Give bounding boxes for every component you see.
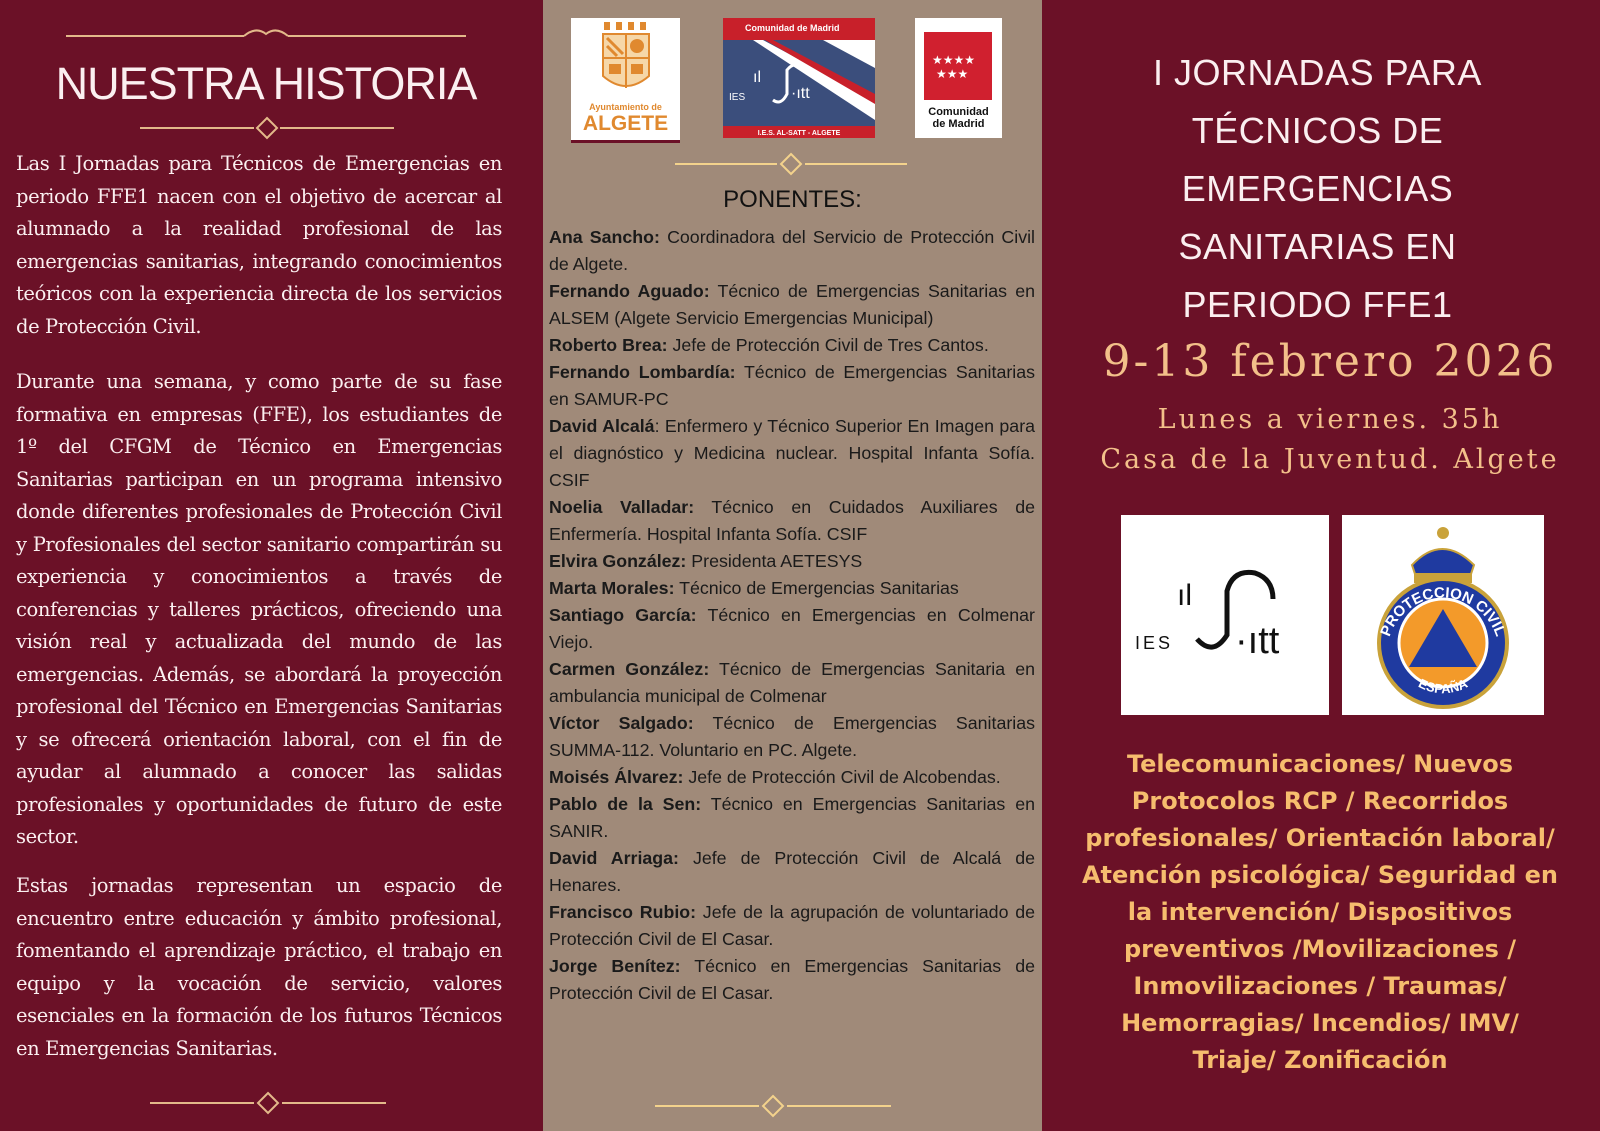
- svg-text:·ıtt: ·ıtt: [1235, 620, 1280, 661]
- event-dates: 9-13 febrero 2026: [1102, 336, 1558, 387]
- proteccion-civil-logo: [1342, 515, 1544, 715]
- speaker-item: [549, 278, 1035, 332]
- algete-logo-caption: Ayuntamiento de: [589, 102, 662, 112]
- madrid-flag-icon: [924, 32, 992, 100]
- speaker-name: Fernando Aguado:: [549, 281, 710, 301]
- svg-text:★★★★: ★★★★: [932, 53, 976, 67]
- algete-logo: [571, 18, 680, 143]
- speaker-name: Elvira González:: [549, 551, 687, 571]
- topic-line: preventivos /Movilizaciones /: [1123, 935, 1517, 963]
- ornament-divider-heading: [140, 116, 394, 140]
- svg-text:PROTECCION CIVIL: [1377, 584, 1509, 638]
- speaker-name: Víctor Salgado:: [549, 713, 694, 733]
- speaker-name: Fernando Lombardía:: [549, 362, 736, 382]
- speaker-item: [549, 764, 1035, 791]
- speaker-item: [549, 332, 1035, 359]
- event-title-line: I JORNADAS PARA: [1153, 52, 1482, 93]
- speaker-role: Jefe de la agrupación de voluntariado de Protección Civil de El Casar.: [549, 902, 1035, 949]
- event-column: [1060, 0, 1600, 1131]
- topic-line: Inmovilizaciones / Traumas/: [1133, 972, 1507, 1000]
- svg-text:ıl: ıl: [753, 69, 761, 86]
- speaker-name: Carmen González:: [549, 659, 710, 679]
- speaker-item: [549, 791, 1035, 845]
- speaker-name: Noelia Valladar:: [549, 497, 695, 517]
- history-paragraph-3: Estas jornadas representan un espacio de encuentro entre educación y ámbito profesional, fomentando el aprendizaje práctico, el trabajo en equipo y la vocación de servicio, valores esenciales en la formación de los futuros Técnicos en Emergencias Sanitarias.: [16, 874, 502, 1060]
- svg-text:★★★: ★★★: [936, 67, 969, 81]
- algete-logo-name: ALGETE: [582, 112, 669, 135]
- speaker-item: [549, 575, 1035, 602]
- speaker-role: Técnico en Emergencias Sanitarias en SANIR.: [549, 794, 1035, 841]
- event-title-line: PERIODO FFE1: [1182, 284, 1453, 325]
- speaker-role: Coordinadora del Servicio de Protección Civil de Algete.: [549, 227, 1035, 274]
- speaker-name: Santiago García:: [549, 605, 697, 625]
- speaker-role: Técnico en Emergencias en Colmenar Viejo.: [549, 605, 1035, 652]
- speaker-role: Técnico de Emergencias Sanitarias: [674, 578, 959, 598]
- speaker-role: : Enfermero y Técnico Superior En Imagen para el diagnóstico y Medicina nuclear. Hospital Infanta Sofía. CSIF: [549, 416, 1036, 490]
- proteccion-civil-ring-text: [1342, 515, 1544, 715]
- topic-line: Triaje/ Zonificación: [1192, 1046, 1448, 1074]
- madrid-logo-line2: de Madrid: [932, 118, 985, 130]
- history-paragraph-1: Las I Jornadas para Técnicos de Emergencias en periodo FFE1 nacen con el objetivo de acercar al alumnado a la realidad profesional de las emergencias sanitarias, integrando conocimientos teóricos con la experiencia directa de los servicios de Protección Civil.: [16, 152, 502, 338]
- madrid-logo-line1: Comunidad: [928, 106, 989, 118]
- svg-text:ıl: ıl: [1177, 579, 1192, 612]
- speaker-name: David Arriaga:: [549, 848, 679, 868]
- speaker-name: Jorge Benítez:: [549, 956, 681, 976]
- event-title-line: EMERGENCIAS: [1181, 168, 1454, 209]
- speaker-name: David Alcalá: [549, 416, 655, 436]
- ies-alsatt-banner: [723, 18, 875, 138]
- speaker-item: [549, 656, 1035, 710]
- speaker-role: Técnico en Cuidados Auxiliares de Enfermería. Hospital Infanta Sofía. CSIF: [549, 497, 1035, 544]
- speaker-item: [549, 548, 1035, 575]
- speaker-role: Jefe de Protección Civil de Alcobendas.: [683, 767, 1001, 787]
- proteccion-civil-ring-top: PROTECCION CIVIL: [1377, 584, 1509, 639]
- history-column: [0, 0, 520, 1131]
- speaker-role: Técnico en Emergencias Sanitarias de Protección Civil de El Casar.: [549, 956, 1035, 1003]
- topic-line: la intervención/ Dispositivos: [1127, 898, 1513, 926]
- proteccion-civil-ring-bottom: ESPAÑA: [1416, 675, 1470, 697]
- speaker-name: Pablo de la Sen:: [549, 794, 702, 814]
- speaker-item: [549, 413, 1035, 494]
- speaker-role: Técnico de Emergencias Sanitarias SUMMA-112. Voluntario en PC. Algete.: [549, 713, 1035, 760]
- ornament-divider-panel-bottom: [655, 1094, 891, 1118]
- comunidad-madrid-logo: [915, 18, 1002, 138]
- speakers-heading: PONENTES:: [723, 186, 862, 213]
- ies-alsatt-icon: [751, 60, 821, 106]
- speaker-name: Roberto Brea:: [549, 335, 668, 355]
- event-title: [1060, 44, 1575, 334]
- event-title-line: SANITARIAS EN: [1178, 226, 1457, 267]
- history-heading: NUESTRA HISTORIA: [55, 58, 477, 109]
- topic-line: Protocolos RCP / Recorridos: [1131, 787, 1509, 815]
- ornament-divider-speakers: [675, 152, 907, 176]
- speaker-item: [549, 494, 1035, 548]
- event-schedule: Lunes a viernes. 35h: [1157, 404, 1503, 435]
- speaker-item: [549, 899, 1035, 953]
- speaker-name: Francisco Rubio:: [549, 902, 697, 922]
- event-title-line: TÉCNICOS DE: [1191, 110, 1444, 151]
- topic-line: Telecomunicaciones/ Nuevos: [1126, 750, 1514, 778]
- speaker-role: Técnico de Emergencias Sanitarias en SAMUR-PC: [549, 362, 1035, 409]
- ies-caption: I.E.S. AL-SATT - ALGETE: [757, 130, 841, 137]
- ornament-divider-bottom: [150, 1091, 386, 1115]
- ies-alsatt-logo: [1121, 515, 1329, 715]
- comunidad-strip-label: Comunidad de Madrid: [745, 23, 840, 33]
- svg-text:ESPAÑA: [1416, 675, 1470, 696]
- algete-shield-icon: [571, 18, 680, 98]
- speaker-item: [549, 359, 1035, 413]
- ornament-divider-top: [66, 24, 466, 48]
- topic-line: Hemorragias/ Incendios/ IMV/: [1121, 1009, 1519, 1037]
- svg-text:·ıtt: ·ıtt: [791, 85, 810, 102]
- ies-alsatt-mark-icon: [1177, 561, 1307, 661]
- ies-logo-prefix: IES: [1135, 633, 1174, 653]
- speaker-role: Técnico de Emergencias Sanitaria en ambulancia municipal de Colmenar: [549, 659, 1035, 706]
- speakers-panel: [543, 0, 1042, 1131]
- ies-prefix: IES: [729, 92, 746, 103]
- speaker-item: [549, 224, 1035, 278]
- speaker-role: Técnico de Emergencias Sanitarias en ALSEM (Algete Servicio Emergencias Municipal): [549, 281, 1035, 328]
- event-venue: Casa de la Juventud. Algete: [1100, 444, 1560, 475]
- topics-list: [1080, 746, 1560, 1079]
- speaker-role: Jefe de Protección Civil de Tres Cantos.: [667, 335, 989, 355]
- speaker-item: [549, 953, 1035, 1007]
- speaker-item: [549, 602, 1035, 656]
- speaker-item: [549, 710, 1035, 764]
- speaker-name: Marta Morales:: [549, 578, 675, 598]
- speaker-role: Presidenta AETESYS: [686, 551, 863, 571]
- speakers-list: [549, 224, 1035, 1007]
- speaker-item: [549, 845, 1035, 899]
- speaker-role: Jefe de Protección Civil de Alcalá de Henares.: [549, 848, 1035, 895]
- topic-line: Atención psicológica/ Seguridad en: [1081, 861, 1559, 889]
- speaker-name: Ana Sancho:: [549, 227, 660, 247]
- history-paragraph-2: Durante una semana, y como parte de su fase formativa en empresas (FFE), los estudiantes de 1º del CFGM de Técnico en Emergencias Sanitarias participan en un programa intensivo donde diferentes profesionales de Protección Civil y Profesionales del sector sanitario compartirán su experiencia y conocimientos a través de conferencias y talleres prácticos, ofreciendo una visión real y actualizada del mundo de las emergencias. Además, se abordará la proyección profesional del Técnico en Emergencias Sanitarias y se ofrecerá orientación laboral, con el fin de ayudar al alumnado a conocer las salidas profesionales y oportunidades de futuro de este sector.: [16, 370, 502, 848]
- topic-line: profesionales/ Orientación laboral/: [1085, 824, 1555, 852]
- speaker-name: Moisés Álvarez:: [549, 767, 684, 787]
